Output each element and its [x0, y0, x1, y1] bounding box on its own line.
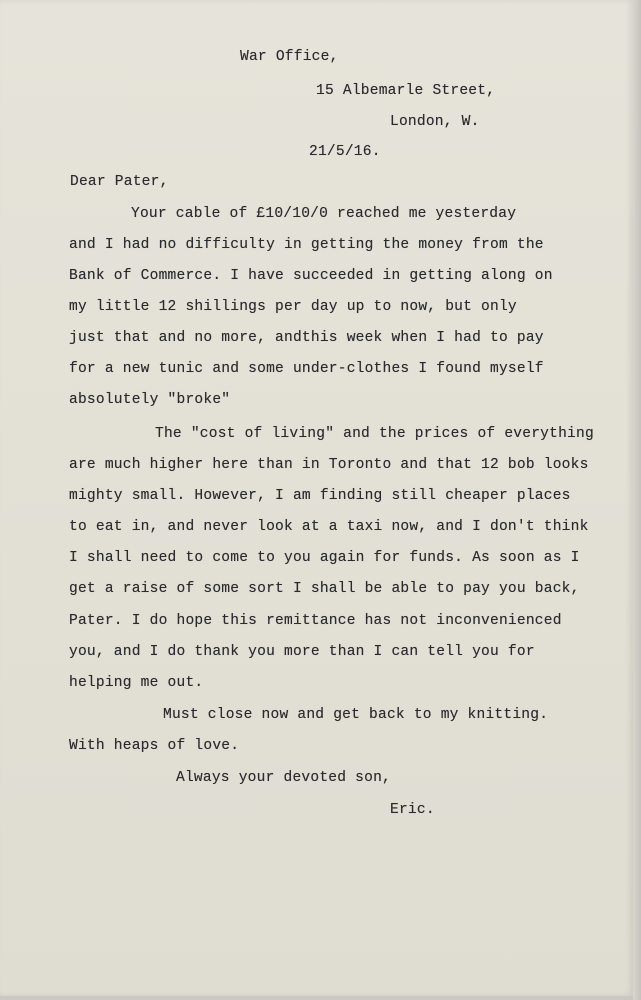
body-line: for a new tunic and some under-clothes I found myself	[69, 361, 544, 377]
body-line: just that and no more, andthis week when I had to pay	[69, 330, 544, 346]
body-line: mighty small. However, I am finding still cheaper places	[69, 488, 571, 504]
body-line: get a raise of some sort I shall be able to pay you back,	[69, 581, 580, 597]
page-edge	[633, 0, 641, 1000]
signature: Eric.	[390, 802, 435, 818]
closing-line: With heaps of love.	[69, 738, 240, 754]
body-line: Must close now and get back to my knitting.	[163, 707, 549, 723]
body-line: my little 12 shillings per day up to now, but only	[69, 299, 517, 315]
body-line: you, and I do thank you more than I can tell you for	[69, 644, 535, 660]
body-line: Your cable of £10/10/0 reached me yesterday	[131, 206, 517, 222]
body-line: Pater. I do hope this remittance has not inconvenienced	[69, 613, 562, 629]
salutation: Dear Pater,	[70, 174, 169, 190]
body-line: helping me out.	[69, 675, 204, 691]
body-line: to eat in, and never look at a taxi now, and I don't think	[69, 519, 589, 535]
letter-date: 21/5/16.	[309, 144, 381, 160]
closing-line: Always your devoted son,	[176, 770, 391, 786]
body-line: are much higher here than in Toronto and that 12 bob looks	[69, 457, 589, 473]
body-line: I shall need to come to you again for funds. As soon as I	[69, 550, 580, 566]
address-line-2: 15 Albemarle Street,	[316, 83, 496, 99]
address-line-3: London, W.	[390, 114, 480, 130]
body-line: absolutely "broke"	[69, 392, 231, 408]
body-line: Bank of Commerce. I have succeeded in getting along on	[69, 268, 553, 284]
body-line: and I had no difficulty in getting the money from the	[69, 237, 544, 253]
body-line: The "cost of living" and the prices of everything	[155, 426, 594, 442]
address-line-1: War Office,	[240, 49, 339, 65]
